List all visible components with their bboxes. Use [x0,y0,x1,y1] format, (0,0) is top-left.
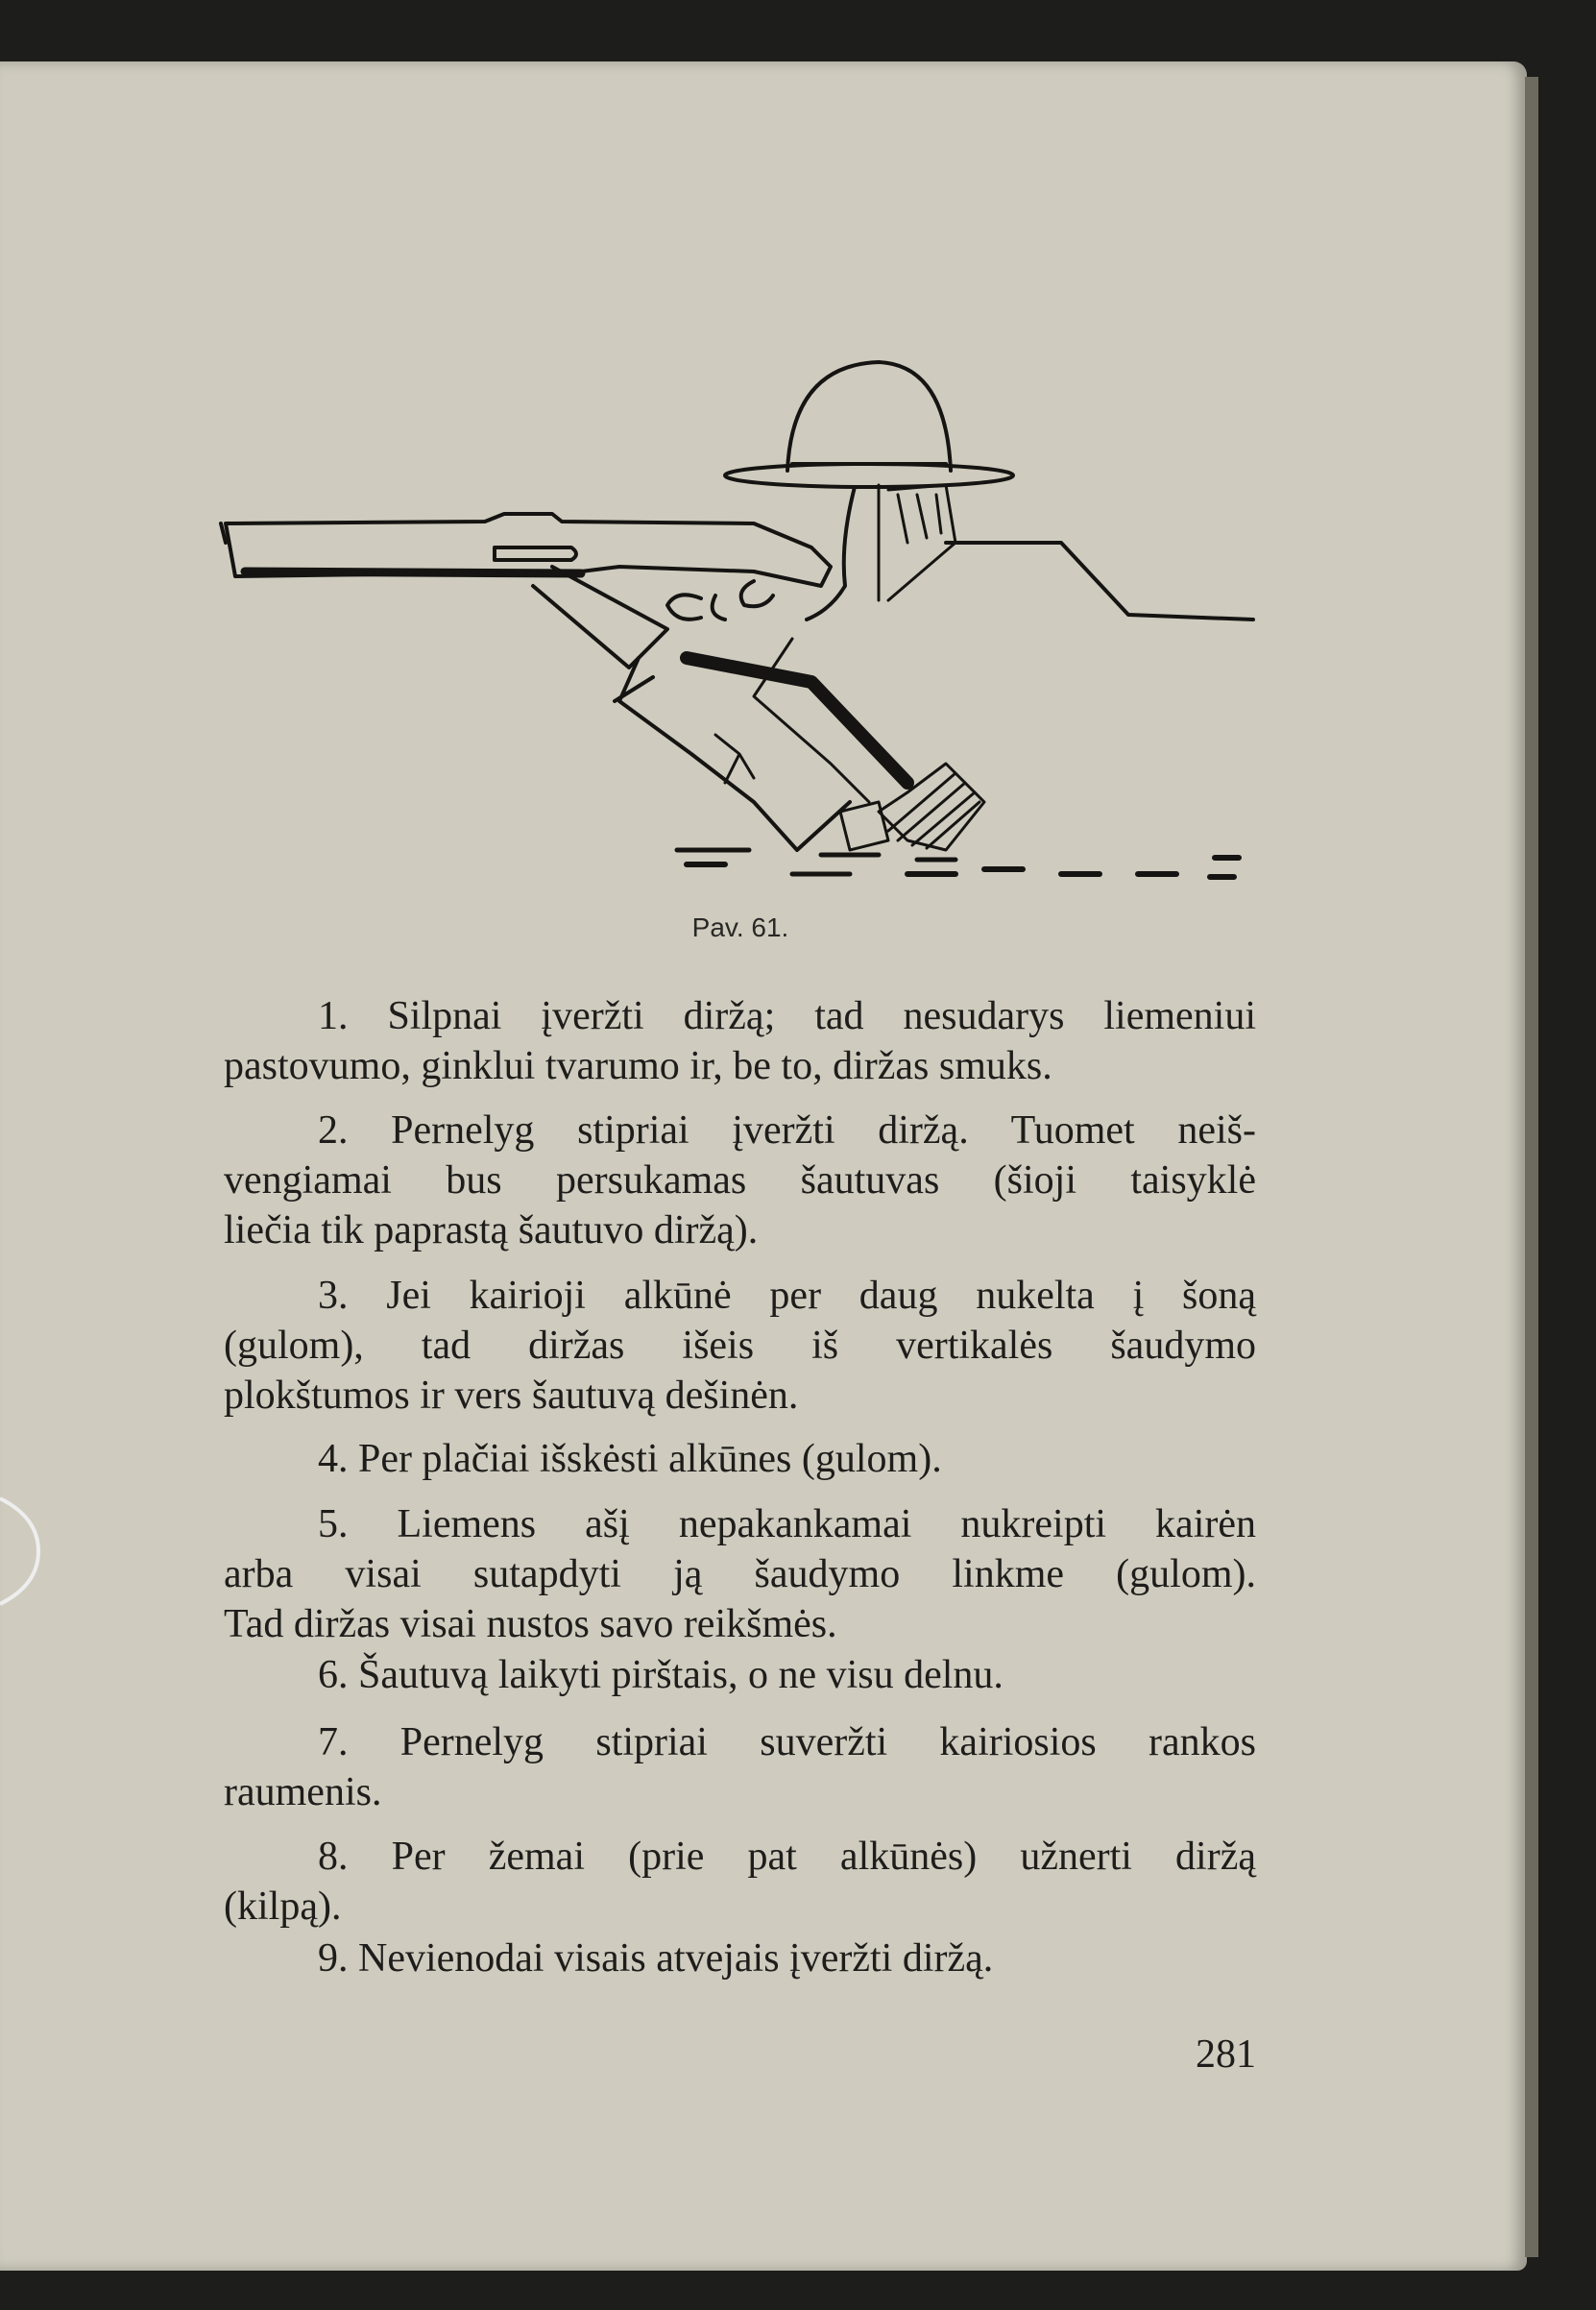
paragraph-5-line: 5. Liemens ašį nepakankamai nukreipti kairėn [318,1502,1256,1546]
paragraph-2-line: vengiamai bus persukamas šautuvas (šioji taisyklė [224,1158,1256,1203]
page-number: 281 [1196,2032,1256,2077]
illustration-prone-rifleman [216,351,1258,888]
paragraph-1-line: 1. Silpnai įveržti diržą; tad nesudarys liemeniui [318,994,1256,1038]
paragraph-4-line: 4. Per plačiai išskėsti alkūnes (gulom). [318,1437,942,1481]
paragraph-5-line: Tad diržas visai nustos savo reikšmės. [224,1602,837,1646]
paragraph-7-line: raumenis. [224,1770,382,1814]
paragraph-3-line: plokštumos ir vers šautuvą dešinėn. [224,1374,799,1418]
paragraph-3-line: 3. Jei kairioji alkūnė per daug nukelta į šoną [318,1274,1256,1318]
paragraph-7-line: 7. Pernelyg stipriai suveržti kairiosios rankos [318,1720,1256,1764]
figure-caption-text: Pav. 61. [691,912,789,942]
page-edge [1525,77,1538,2257]
figure-caption [0,912,1596,943]
paragraph-8-line: 8. Per žemai (prie pat alkūnės) užnerti diržą [318,1835,1256,1879]
paragraph-1-line: pastovumo, ginklui tvarumo ir, be to, diržas smuks. [224,1044,1052,1088]
paragraph-8-line: (kilpą). [224,1884,342,1929]
paragraph-2-line: 2. Pernelyg stipriai įveržti diržą. Tuomet neiš- [318,1108,1256,1153]
paragraph-5-line: arba visai sutapdyti ją šaudymo linkme (gulom). [224,1552,1256,1596]
paragraph-3-line: (gulom), tad diržas išeis iš vertikalės šaudymo [224,1324,1256,1368]
paragraph-2-line: liečia tik paprastą šautuvo diržą). [224,1208,759,1252]
binding-clip [0,1479,48,1623]
paragraph-6-line: 6. Šautuvą laikyti pirštais, o ne visu delnu. [318,1653,1004,1697]
paragraph-9-line: 9. Nevienodai visais atvejais įveržti diržą. [318,1936,994,1981]
